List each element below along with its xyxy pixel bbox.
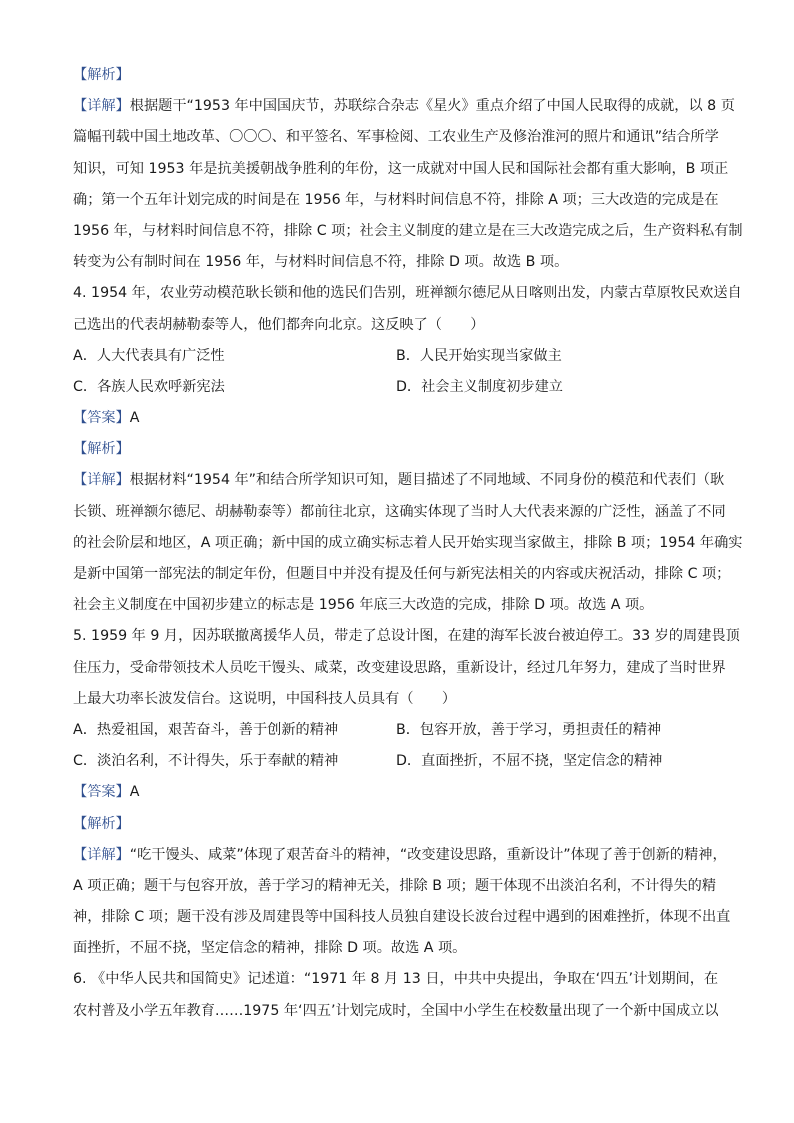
line-text: 转变为公有制时间在 1956 年，与材料时间信息不符，排除 D 项。故选 B 项。 (73, 254, 569, 271)
line-text: 根据材料“1954 年”和结合所学知识可知，题目描述了不同地域、不同身份的模范和代表们（耿 (129, 472, 725, 489)
option-right: D．社会主义制度初步建立 (396, 378, 563, 395)
line-text: 面挫折，不屈不挠，坚定信念的精神，排除 D 项。故选 A 项。 (73, 940, 467, 957)
line-text: 篇幅刊载中国土地改革、〇〇〇、和平签名、军事检阅、工农业生产及修治淮河的照片和通讯”结合所学 (73, 129, 719, 146)
text-line (73, 280, 742, 306)
line-text: 神，排除 C 项；题干没有涉及周建畏等中国科技人员独自建设长波台过程中遇到的困难挫折，体现不出直 (73, 909, 731, 926)
document-content (73, 62, 743, 1029)
line-text: 农村普及小学五年教育……1975 年‘四五’计划完成时，全国中小学生在校数量出现了一个新中国成立以 (73, 1002, 719, 1019)
line-text: 5. 1959 年 9 月，因苏联撤离援华人员，带走了总设计图，在建的海军长波台被迫停工。33 岁的周建畏顶 (73, 628, 740, 645)
section-tag: 【详解】 (73, 98, 130, 115)
text-line (73, 873, 723, 899)
text-line (73, 904, 731, 930)
line-text: 4. 1954 年，农业劳动模范耿长锁和他的选民们告别，班禅额尔德尼从日喀则出发，内蒙古草原牧民欢送自 (73, 285, 742, 302)
option-left: A．人大代表具有广泛性 (73, 347, 225, 364)
line-text: A (129, 784, 140, 801)
text-line (73, 218, 743, 244)
section-tag: 【解析】 (73, 67, 130, 83)
line-text: 社会主义制度在中国初步建立的标志是 1956 年底三大改造的完成，排除 D 项。故选 A 项。 (73, 597, 654, 614)
line-text: 上最大功率长波发信台。这说明，中国科技人员具有（ ） (73, 690, 457, 707)
line-text: 己选出的代表胡赫勒泰等人，他们都奔向北京。这反映了（ ） (73, 316, 485, 333)
line-text: 6. 《中华人民共和国简史》记述道：“1971 年 8 月 13 日，中共中央提出，争取在‘四五’计划期间，在 (73, 971, 719, 988)
text-line (73, 686, 723, 712)
option-right: D．直面挫折，不屈不挠，坚定信念的精神 (396, 753, 663, 770)
text-line (73, 124, 723, 150)
text-line (73, 467, 723, 493)
section-tag: 【解析】 (73, 441, 130, 458)
line-text: 是新中国第一部宪法的制定年份，但题目中并没有提及任何与新宪法相关的内容或庆祝活动，排除 C 项； (73, 566, 731, 582)
text-line (73, 530, 743, 556)
text-line (73, 187, 723, 213)
text-line (73, 935, 723, 961)
section-tag: 【答案】 (73, 410, 130, 427)
line-text: 长锁、班禅额尔德尼、胡赫勒泰等）都前往北京，这确实体现了当时人大代表来源的广泛性，涵盖了不同 (73, 503, 726, 520)
line-text: A 项正确；题干与包容开放，善于学习的精神无关，排除 B 项；题干体现不出淡泊名利，不计得失的精 (73, 877, 717, 894)
text-line (73, 405, 723, 431)
line-text: 知识，可知 1953 年是抗美援朝战争胜利的年份，这一成就对中国人民和国际社会都有重大影响，B 项正 (73, 160, 729, 177)
text-line (73, 842, 727, 868)
text-line (73, 93, 735, 119)
line-text: 的社会阶层和地区，A 项正确；新中国的成立确实标志着人民开始实现当家做主，排除 B 项；1954 年确实 (73, 534, 743, 551)
option-row (73, 717, 723, 743)
text-line (73, 655, 726, 681)
line-text: 住压力，受命带领技术人员吃干馒头、咸菜，改变建设思路，重新设计，经过几年努力，建成了当时世界 (73, 659, 726, 676)
line-text: 根据题干“1953 年中国国庆节，苏联综合杂志《星火》重点介绍了中国人民取得的成就，以 8 页 (129, 98, 735, 115)
option-right: B．人民开始实现当家做主 (396, 347, 562, 364)
text-line (73, 249, 723, 275)
text-line (73, 779, 723, 805)
section-tag: 【答案】 (73, 784, 130, 801)
section-tag: 【详解】 (73, 846, 130, 863)
text-line (73, 436, 723, 462)
section-tag: 【解析】 (73, 815, 130, 832)
line-text: 1956 年，与材料时间信息不符，排除 C 项；社会主义制度的建立是在三大改造完成之后，生产资料私有制 (73, 222, 743, 239)
line-text: A (129, 410, 140, 427)
option-row (73, 748, 723, 774)
option-row (73, 343, 723, 369)
option-left: C．淡泊名利，不计得失，乐于奉献的精神 (73, 753, 339, 770)
option-row (73, 374, 723, 400)
text-line (73, 998, 723, 1024)
text-line (73, 499, 726, 525)
text-line (73, 623, 740, 649)
option-left: A．热爱祖国，艰苦奋斗，善于创新的精神 (73, 721, 339, 738)
text-line (73, 811, 723, 837)
text-line (73, 312, 723, 338)
line-text: 确；第一个五年计划完成的时间是在 1956 年，与材料时间信息不符，排除 A 项；三大改造的完成是在 (73, 191, 719, 208)
text-line (73, 561, 731, 587)
text-line (73, 966, 723, 992)
option-right: B．包容开放，善于学习，勇担责任的精神 (396, 721, 662, 738)
section-tag: 【详解】 (73, 472, 130, 489)
text-line (73, 156, 729, 182)
text-line (73, 592, 723, 618)
line-text: “吃干馒头、咸菜”体现了艰苦奋斗的精神，“改变建设思路，重新设计”体现了善于创新的精神， (129, 846, 727, 863)
option-left: C．各族人民欢呼新宪法 (73, 378, 225, 395)
text-line (73, 62, 723, 88)
